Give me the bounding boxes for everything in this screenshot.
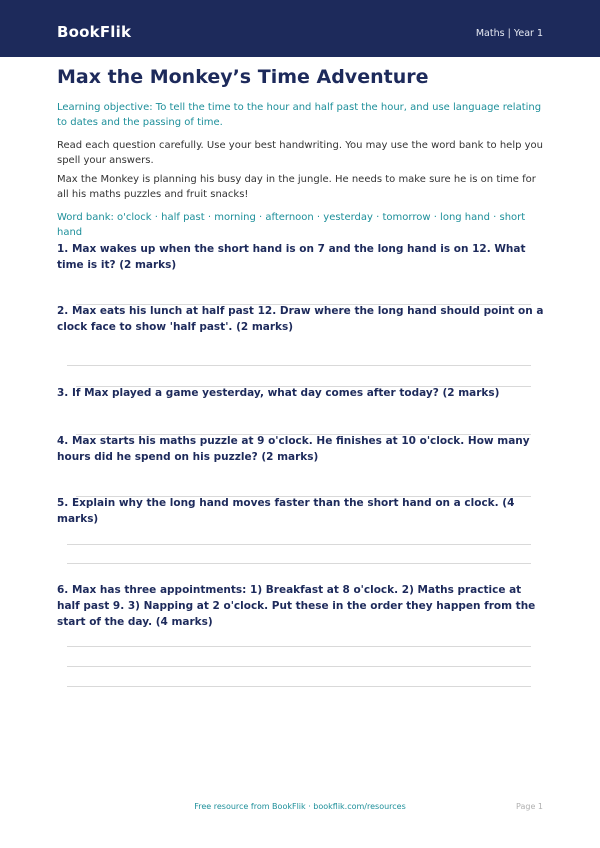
word-bank: Word bank: o'clock · half past · morning · afternoon · yesterday · tomorrow · long hand · short hand [57,212,526,238]
page-header [0,0,600,57]
subject-year-label: Maths | Year 1 [475,28,543,39]
question-4: 4. Max starts his maths puzzle at 9 o'clock. He finishes at 10 o'clock. How many hours did he spend on his puzzle? (2 marks) [57,435,530,463]
answer-line[interactable] [67,646,531,647]
instructions: Read each question carefully. Use your best handwriting. You may use the word bank to help you spell your answers. [57,140,543,166]
question-1: 1. Max wakes up when the short hand is on 7 and the long hand is on 12. What time is it? (2 marks) [57,243,526,271]
learning-objective: Learning objective: To tell the time to the hour and half past the hour, and use language relating to dates and the passing of time. [57,102,542,128]
answer-line[interactable] [67,686,531,687]
answer-line[interactable] [67,544,531,545]
footer-link-text[interactable]: Free resource from BookFlik · bookflik.com/resources [194,802,406,811]
answer-line[interactable] [67,563,531,564]
page-title: Max the Monkey’s Time Adventure [57,66,429,88]
answer-line[interactable] [67,365,531,366]
story-intro: Max the Monkey is planning his busy day in the jungle. He needs to make sure he is on time for all his maths puzzles and fruit snacks! [57,174,536,200]
question-5: 5. Explain why the long hand moves faster than the short hand on a clock. (4 marks) [57,497,515,525]
page-number: Page 1 [516,802,543,811]
question-3: 3. If Max played a game yesterday, what day comes after today? (2 marks) [57,387,500,399]
brand-logo-text: BookFlik [57,23,132,41]
answer-line[interactable] [67,666,531,667]
question-6: 6. Max has three appointments: 1) Breakfast at 8 o'clock. 2) Maths practice at half past 9. 3) Napping at 2 o'clock. Put these in the order they happen from the start of the day. (4 marks) [57,584,536,628]
question-2: 2. Max eats his lunch at half past 12. Draw where the long hand should point on a clock face to show 'half past'. (2 marks) [57,305,544,333]
